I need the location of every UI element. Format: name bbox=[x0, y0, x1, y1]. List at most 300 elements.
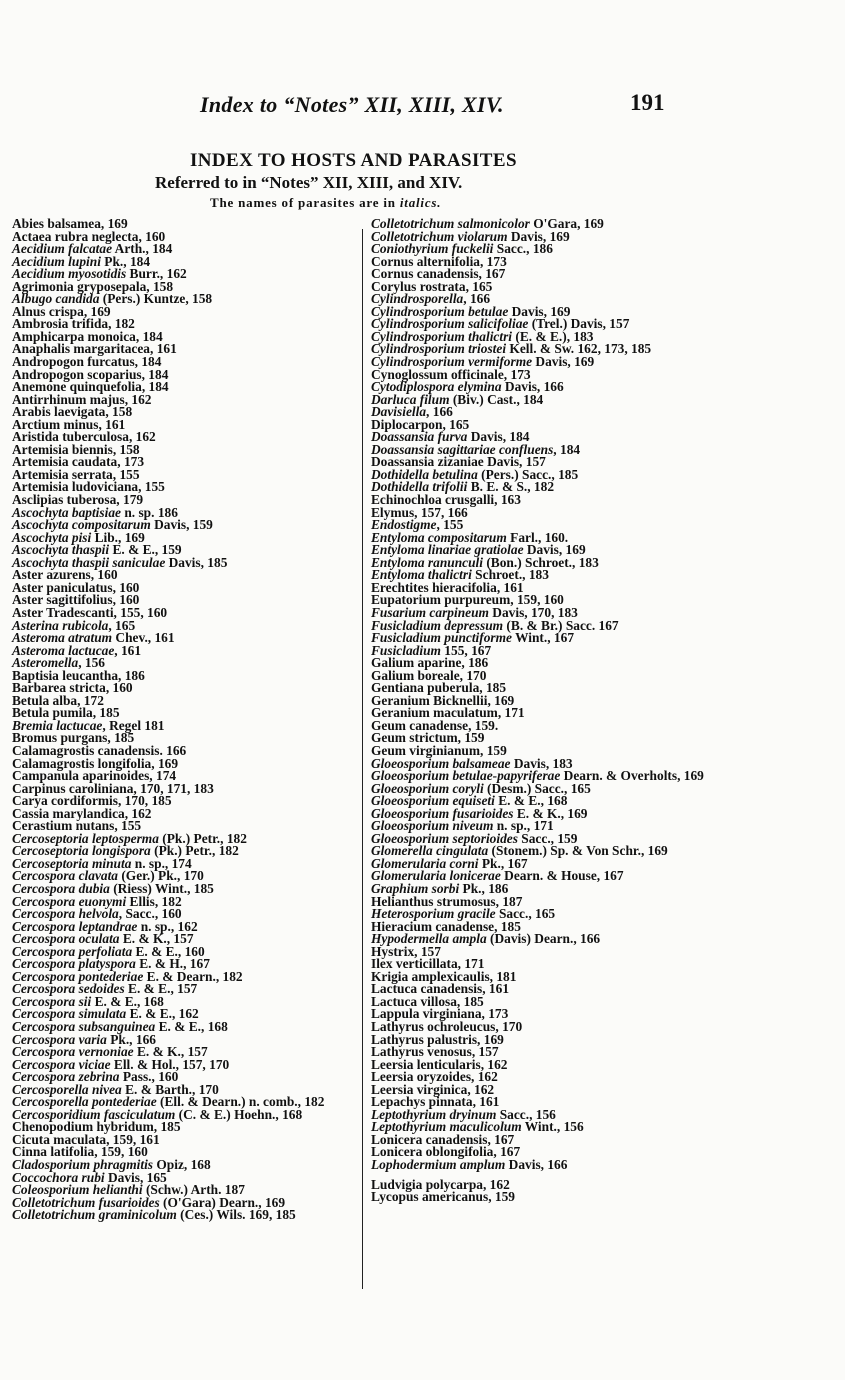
entry-reference: , 159, 161 bbox=[106, 1131, 160, 1147]
parasite-name: Cercoseptoria longispora bbox=[12, 843, 151, 859]
parasite-name: Cylindrosporium betulae bbox=[371, 303, 509, 319]
entry-reference: , 165 bbox=[442, 416, 470, 432]
host-name: Asclipias tuberosa bbox=[12, 492, 117, 508]
parasite-name: Cylindrosporella bbox=[371, 291, 464, 307]
parasite-name: Fusicladium depressum bbox=[371, 617, 504, 633]
parasite-name: Bremia lactucae bbox=[12, 717, 103, 733]
entry-reference: E. & E., 168 bbox=[494, 793, 568, 809]
entry-reference: , 185 bbox=[494, 918, 521, 934]
entry-reference: Davis, 165 bbox=[104, 1169, 167, 1185]
parasite-name: Cercospora leptandrae bbox=[12, 918, 138, 934]
entry-reference: , 184 bbox=[553, 441, 581, 457]
entry-reference: , 185 bbox=[456, 993, 484, 1009]
entry-reference: Davis, 184 bbox=[467, 429, 530, 445]
host-name: Lathyrus ochroleucus bbox=[371, 1019, 496, 1034]
entry-reference: (C. & E.) Hoehn., 168 bbox=[175, 1106, 303, 1122]
parasite-name: Cercospora dubia bbox=[12, 880, 110, 896]
entry-reference: , 159, 160 bbox=[94, 1144, 148, 1160]
host-name: Aster azurens bbox=[12, 567, 91, 583]
entry-reference: , 161 bbox=[472, 1094, 500, 1110]
parasite-name: Leptothyrium dryinum bbox=[371, 1106, 497, 1122]
entry-reference: , 174 bbox=[149, 768, 177, 784]
index-entry bbox=[371, 1191, 715, 1204]
entry-reference: n. sp., 171 bbox=[493, 818, 554, 834]
host-name: Cornus canadensis bbox=[371, 266, 479, 282]
entry-reference: Pass., 160 bbox=[119, 1069, 179, 1085]
entry-reference: Davis, 185 bbox=[165, 554, 228, 570]
host-name: Elymus bbox=[371, 504, 415, 520]
entry-reference: , 179 bbox=[116, 492, 144, 508]
entry-reference: Davis, 169 bbox=[532, 354, 595, 370]
entry-reference: , 159 bbox=[488, 1189, 515, 1205]
index-subtitle: Referred to in “Notes” XII, XIII, and XIV. bbox=[155, 173, 463, 192]
entry-reference: Davis, 169 bbox=[508, 303, 571, 319]
host-name: Andropogon scoparius bbox=[12, 366, 142, 382]
index-note-italic: italics. bbox=[399, 195, 442, 210]
index-note-text: The names of parasites are in bbox=[210, 195, 400, 210]
host-name: Ambrosia trifida bbox=[12, 316, 109, 332]
index-column-left bbox=[12, 218, 355, 1222]
entry-reference: , Sacc., 160 bbox=[118, 906, 182, 922]
host-name: Eupatorium purpureum bbox=[371, 592, 511, 608]
entry-reference: Lib., 169 bbox=[91, 529, 145, 545]
parasite-name: Asteroma atratum bbox=[12, 630, 113, 646]
host-name: Chenopodium hybridum bbox=[12, 1119, 154, 1135]
entry-reference: , 169 bbox=[100, 216, 128, 231]
entry-reference: E. & K., 169 bbox=[513, 805, 588, 821]
entry-reference: Davis, 169 bbox=[507, 228, 570, 244]
entry-reference: , 161 bbox=[114, 642, 142, 658]
parasite-name: Cercospora zebrina bbox=[12, 1069, 120, 1085]
parasite-name: Cercospora sii bbox=[12, 993, 92, 1009]
entry-reference: , 169 bbox=[151, 755, 179, 771]
entry-reference: , 167 bbox=[478, 266, 506, 282]
parasite-name: Gloeosporium fusarioides bbox=[371, 805, 514, 821]
entry-reference: Sacc., 156 bbox=[496, 1106, 556, 1122]
entry-reference: , 186 bbox=[461, 655, 489, 671]
entry-reference: , 155 bbox=[112, 466, 140, 482]
entry-reference: (Pk.) Petr., 182 bbox=[158, 830, 247, 846]
parasite-name: Doassansia furva bbox=[371, 429, 468, 445]
entry-reference: (Biv.) Cast., 184 bbox=[449, 391, 544, 407]
entry-reference: Opiz, 168 bbox=[153, 1157, 211, 1173]
host-name: Ilex verticillata bbox=[371, 956, 458, 972]
entry-reference: , 160 bbox=[90, 567, 118, 583]
entry-reference: (Pers.) Sacc., 185 bbox=[477, 466, 579, 482]
parasite-name: Dothidella trifolii bbox=[371, 479, 468, 495]
parasite-name: Ascochyta pisi bbox=[12, 529, 92, 545]
entry-reference: , 162 bbox=[482, 1176, 510, 1192]
host-name: Artemisia biennis bbox=[12, 441, 113, 457]
entry-reference: B. E. & S., 182 bbox=[467, 479, 555, 495]
entry-reference: E. & K., 157 bbox=[119, 931, 194, 947]
entry-reference: Dearn. & House, 167 bbox=[500, 868, 624, 884]
host-name: Geum virginianum bbox=[371, 742, 480, 758]
host-name: Cicuta maculata bbox=[12, 1131, 107, 1147]
entry-reference: Ellis, 182 bbox=[126, 893, 182, 909]
entry-reference: E. & E., 162 bbox=[126, 1006, 199, 1022]
parasite-name: Ascochyta compositarum bbox=[12, 517, 151, 533]
entry-reference: , 158 bbox=[112, 441, 140, 457]
parasite-name: Cladosporium phragmitis bbox=[12, 1157, 154, 1173]
host-name: Actaea rubra neglecta bbox=[12, 228, 139, 244]
parasite-name: Cercospora pontederiae bbox=[12, 968, 144, 984]
entry-reference: E. & Dearn., 182 bbox=[143, 968, 243, 984]
entry-reference: , 172 bbox=[77, 692, 104, 708]
entry-reference: n. sp., 162 bbox=[137, 918, 198, 934]
parasite-name: Colletotrichum salmonicolor bbox=[371, 216, 530, 231]
entry-reference: , 173 bbox=[481, 1006, 509, 1022]
host-name: Galium boreale bbox=[371, 667, 460, 683]
host-name: Hystrix bbox=[371, 943, 415, 959]
entry-reference: , 166 bbox=[463, 291, 491, 307]
entry-reference: , 184 bbox=[141, 379, 169, 395]
entry-reference: , 162 bbox=[124, 391, 152, 407]
entry-reference: , 156 bbox=[78, 655, 105, 671]
parasite-name: Lophodermium amplum bbox=[371, 1157, 506, 1173]
entry-reference: , 167 bbox=[493, 1144, 521, 1160]
entry-reference: , 161 bbox=[482, 981, 510, 997]
entry-reference: , 155, 160 bbox=[113, 604, 168, 620]
entry-reference: (Ell. & Dearn.) n. comb., 182 bbox=[156, 1094, 325, 1110]
entry-reference: Wint., 167 bbox=[512, 630, 575, 646]
host-name: Lycopus americanus bbox=[371, 1189, 489, 1205]
host-name: Aster sagittifolius bbox=[12, 592, 113, 608]
entry-reference: , 157 bbox=[414, 943, 441, 959]
parasite-name: Cercospora sedoides bbox=[12, 981, 125, 997]
entry-reference: , 181 bbox=[489, 968, 517, 984]
host-name: Echinochloa crusgalli bbox=[371, 492, 495, 508]
parasite-name: Aecidium falcatae bbox=[12, 241, 113, 257]
parasite-name: Cercosporella pontederiae bbox=[12, 1094, 157, 1110]
parasite-name: Colletotrichum violarum bbox=[371, 228, 508, 244]
entry-reference: (Pers.) Kuntze, 158 bbox=[99, 291, 213, 307]
entry-reference: (Bon.) Schroet., 183 bbox=[483, 554, 599, 570]
entry-reference: , 184 bbox=[141, 366, 169, 382]
host-name: Cerastium nutans bbox=[12, 818, 115, 834]
entry-reference: , 173 bbox=[503, 366, 531, 382]
entry-reference: , 161 bbox=[150, 341, 177, 357]
host-name: Agrimonia gryposepala bbox=[12, 278, 147, 294]
host-name: Abies balsamea bbox=[12, 216, 101, 231]
parasite-name: Coccochora rubi bbox=[12, 1169, 105, 1185]
entry-reference: , 155 bbox=[138, 479, 165, 495]
host-name: Cynoglossum officinale bbox=[371, 366, 504, 382]
entry-reference: , 159, 160 bbox=[510, 592, 564, 608]
entry-reference: , 162 bbox=[128, 429, 156, 445]
parasite-name: Asterina rubicola bbox=[12, 617, 109, 633]
entry-reference: Davis, 170, 183 bbox=[488, 604, 578, 620]
index-entry bbox=[12, 1209, 355, 1222]
parasite-name: Glomerularia lonicerae bbox=[371, 868, 501, 884]
host-name: Aster Tradescanti bbox=[12, 604, 114, 620]
host-name: Carya cordiformis bbox=[12, 793, 118, 809]
parasite-name: Cercospora oculata bbox=[12, 931, 120, 947]
parasite-name: Glomerella cingulata bbox=[371, 843, 489, 859]
host-name: Lathyrus palustris bbox=[371, 1031, 478, 1047]
parasite-name: Cylindrosporium salicifoliae bbox=[371, 316, 529, 332]
entry-reference: (O'Gara) Dearn., 169 bbox=[159, 1194, 286, 1210]
host-name: Hieracium canadense bbox=[371, 918, 495, 934]
entry-reference: Dearn. & Overholts, 169 bbox=[560, 768, 704, 784]
host-name: Arctium minus bbox=[12, 416, 99, 432]
entry-reference: E. & E., 157 bbox=[124, 981, 198, 997]
host-name: Andropogon furcatus bbox=[12, 354, 135, 370]
host-name: Amphicarpa monoica bbox=[12, 328, 136, 344]
entry-reference: Davis, 159 bbox=[150, 517, 213, 533]
host-name: Lactuca canadensis bbox=[371, 981, 483, 997]
entry-reference: Wint., 156 bbox=[521, 1119, 584, 1135]
entry-reference: , 170, 171, 183 bbox=[133, 780, 214, 796]
entry-reference: n. sp., 174 bbox=[131, 855, 192, 871]
entry-reference: Pk., 186 bbox=[459, 880, 509, 896]
entry-reference: 155, 167 bbox=[440, 642, 492, 658]
entry-reference: , 173 bbox=[479, 253, 507, 269]
host-name: Helianthus strumosus bbox=[371, 893, 496, 909]
host-name: Leersia oryzoides bbox=[371, 1069, 472, 1085]
host-name: Erechtites hieracifolia bbox=[371, 579, 497, 595]
host-name: Lappula virginiana bbox=[371, 1006, 482, 1022]
host-name: Cornus alternifolia bbox=[371, 253, 480, 269]
parasite-name: Gloeosporium balsameae bbox=[371, 755, 511, 771]
parasite-name: Leptothyrium maculicolum bbox=[371, 1119, 522, 1135]
host-name: Diplocarpon bbox=[371, 416, 443, 432]
entry-reference: , 162 bbox=[124, 805, 152, 821]
entry-reference: (Trel.) Davis, 157 bbox=[528, 316, 630, 332]
entry-reference: , 165 bbox=[108, 617, 136, 633]
entry-reference: , 157 bbox=[471, 1044, 499, 1060]
host-name: Carpinus caroliniana bbox=[12, 780, 134, 796]
parasite-name: Aecidium myosotidis bbox=[12, 266, 127, 282]
column-divider bbox=[362, 229, 363, 1289]
parasite-name: Gloeosporium niveum bbox=[371, 818, 494, 834]
parasite-name: Doassansia sagittariae confluens bbox=[371, 441, 554, 457]
parasite-name: Asteroma lactucae bbox=[12, 642, 115, 658]
parasite-name: Ascochyta thaspii saniculae bbox=[12, 554, 166, 570]
parasite-name: Cercospora simulata bbox=[12, 1006, 127, 1022]
entry-reference: (Schw.) Arth. 187 bbox=[142, 1182, 245, 1198]
host-name: Geum strictum bbox=[371, 730, 458, 746]
entry-reference: Davis, 166 bbox=[501, 379, 564, 395]
entry-reference: , 169 bbox=[83, 303, 111, 319]
entry-reference: E. & E., 159 bbox=[109, 542, 182, 558]
entry-reference: . 166 bbox=[159, 742, 187, 758]
entry-reference: , 159 bbox=[480, 742, 507, 758]
entry-reference: (Ces.) Wils. 169, 185 bbox=[176, 1207, 296, 1223]
running-head bbox=[0, 92, 845, 122]
entry-reference: , 170, 185 bbox=[117, 793, 172, 809]
entry-reference: , 182 bbox=[108, 316, 135, 332]
parasite-name: Cercospora helvola bbox=[12, 906, 119, 922]
entry-reference: , 184 bbox=[134, 354, 162, 370]
entry-reference: , 159. bbox=[468, 717, 499, 733]
parasite-name: Cercospora vernoniae bbox=[12, 1044, 134, 1060]
parasite-name: Entyloma compositarum bbox=[371, 529, 507, 545]
entry-reference: , 170 bbox=[495, 1019, 523, 1034]
entry-reference: , 170 bbox=[459, 667, 487, 683]
host-name: Geranium maculatum bbox=[371, 705, 498, 721]
host-name: Calamagrostis canadensis bbox=[12, 742, 160, 758]
entry-reference: , 155 bbox=[114, 818, 142, 834]
parasite-name: Gloeosporium betulae-papyriferae bbox=[371, 768, 561, 784]
parasite-name: Fusicladium punctiforme bbox=[371, 630, 512, 646]
host-name: Leersia lenticularis bbox=[371, 1056, 481, 1072]
entry-reference: , 155 bbox=[436, 517, 464, 533]
entry-reference: , 169 bbox=[487, 692, 515, 708]
entry-reference: , 160 bbox=[105, 680, 133, 696]
host-name: Antirrhinum majus bbox=[12, 391, 125, 407]
entry-reference: (Ger.) Pk., 170 bbox=[118, 868, 204, 884]
entry-reference: (E. & E.), 183 bbox=[512, 328, 594, 344]
entry-reference: , 166 bbox=[426, 404, 453, 420]
parasite-name: Cylindrosporium triostei bbox=[371, 341, 507, 357]
entry-reference: , 157, 166 bbox=[414, 504, 468, 520]
entry-reference: Davis, 166 bbox=[505, 1157, 568, 1173]
host-name: Artemisia serrata bbox=[12, 466, 113, 482]
host-name: Alnus crispa bbox=[12, 303, 84, 319]
parasite-name: Cercospora varia bbox=[12, 1031, 107, 1047]
entry-reference: , 160 bbox=[112, 579, 140, 595]
entry-reference: , 185 bbox=[153, 1119, 181, 1135]
entry-reference: , 162 bbox=[471, 1069, 498, 1085]
host-name: Gentiana puberula bbox=[371, 680, 480, 696]
parasite-name: Cercospora viciae bbox=[12, 1056, 111, 1072]
parasite-name: Entyloma thalictri bbox=[371, 567, 472, 583]
entry-reference: , 162 bbox=[467, 1081, 495, 1097]
entry-reference: , 185 bbox=[479, 680, 507, 696]
entry-reference: Davis, 169 bbox=[523, 542, 586, 558]
host-name: Lonicera canadensis bbox=[371, 1131, 488, 1147]
host-name: Anemone quinquefolia bbox=[12, 379, 142, 395]
parasite-name: Gloeosporium coryli bbox=[371, 780, 484, 796]
parasite-name: Cylindrosporium vermiforme bbox=[371, 354, 533, 370]
entry-reference: n. sp. 186 bbox=[120, 504, 178, 520]
entry-reference: Sacc., 186 bbox=[493, 241, 553, 257]
host-name: Ludvigia polycarpa bbox=[371, 1176, 483, 1192]
entry-reference: E. & Barth., 170 bbox=[121, 1081, 219, 1097]
index-entry bbox=[371, 1159, 715, 1172]
parasite-name: Ascochyta thaspii bbox=[12, 542, 110, 558]
parasite-name: Entyloma ranunculi bbox=[371, 554, 483, 570]
parasite-name: Coniothyrium fuckelii bbox=[371, 241, 494, 257]
entry-reference: , 171 bbox=[497, 705, 525, 721]
host-name: Lonicera oblongifolia bbox=[371, 1144, 494, 1160]
parasite-name: Cercoseptoria minuta bbox=[12, 855, 132, 871]
entry-reference: Farl., 160. bbox=[506, 529, 569, 545]
host-name: Arabis laevigata bbox=[12, 404, 106, 420]
host-name: Cassia marylandica bbox=[12, 805, 125, 821]
entry-reference: , 185 bbox=[92, 705, 120, 721]
parasite-name: Gloeosporium septorioides bbox=[371, 830, 518, 846]
entry-reference: E. & K., 157 bbox=[133, 1044, 208, 1060]
host-name: Campanula aparinoides bbox=[12, 768, 150, 784]
parasite-name: Cercosporella nivea bbox=[12, 1081, 122, 1097]
entry-reference: , 161 bbox=[98, 416, 126, 432]
host-name: Betula pumila bbox=[12, 705, 93, 721]
entry-reference: , 186 bbox=[118, 667, 145, 683]
entry-reference: E. & E., 168 bbox=[91, 993, 164, 1009]
parasite-name: Cercospora euonymi bbox=[12, 893, 127, 909]
host-name: Artemisia caudata bbox=[12, 454, 118, 470]
entry-reference: O'Gara, 169 bbox=[529, 216, 604, 231]
entry-reference: , 167 bbox=[487, 1131, 515, 1147]
parasite-name: Gloeosporium equiseti bbox=[371, 793, 495, 809]
host-name: Lactuca villosa bbox=[371, 993, 457, 1009]
parasite-name: Cercoseptoria leptosperma bbox=[12, 830, 159, 846]
parasite-name: Cytodiplospora elymina bbox=[371, 379, 502, 395]
entry-reference: (B. & Br.) Sacc. 167 bbox=[503, 617, 619, 633]
entry-reference: Ell. & Hol., 157, 170 bbox=[110, 1056, 230, 1072]
entry-reference: Pk., 184 bbox=[100, 253, 151, 269]
parasite-name: Graphium sorbi bbox=[371, 880, 460, 896]
parasite-name: Fusarium carpineum bbox=[371, 604, 489, 620]
parasite-name: Colletotrichum graminicolum bbox=[12, 1207, 177, 1223]
entry-reference: Sacc., 165 bbox=[495, 906, 556, 922]
parasite-name: Aecidium lupini bbox=[12, 253, 101, 269]
entry-reference: , 171 bbox=[457, 956, 485, 972]
entry-reference: Davis, 157 bbox=[483, 454, 546, 470]
entry-reference: Arth., 184 bbox=[112, 241, 173, 257]
entry-reference: Davis, 183 bbox=[510, 755, 573, 771]
entry-reference: E. & H., 167 bbox=[135, 956, 210, 972]
host-name: Cinna latifolia bbox=[12, 1144, 95, 1160]
index-note bbox=[210, 195, 441, 211]
entry-reference: , 187 bbox=[495, 893, 523, 909]
parasite-name: Glomerularia corni bbox=[371, 855, 479, 871]
entry-reference: , 169 bbox=[477, 1031, 504, 1047]
host-name: Geum canadense bbox=[371, 717, 469, 733]
parasite-name: Colletotrichum fusarioides bbox=[12, 1194, 160, 1210]
entry-reference: , 165 bbox=[465, 278, 493, 294]
entry-reference: Burr., 162 bbox=[126, 266, 187, 282]
entry-reference: , 160 bbox=[112, 592, 140, 608]
host-name: Barbarea stricta bbox=[12, 680, 106, 696]
parasite-name: Dothidella betulina bbox=[371, 466, 478, 482]
entry-reference: E. & E., 168 bbox=[155, 1019, 228, 1034]
entry-reference: , 158 bbox=[105, 404, 133, 420]
entry-reference: , 185 bbox=[107, 730, 135, 746]
entry-reference: Kell. & Sw. 162, 173, 185 bbox=[506, 341, 652, 357]
parasite-name: Albugo candida bbox=[12, 291, 100, 307]
parasite-name: Davisiella bbox=[371, 404, 427, 420]
page-number: 191 bbox=[630, 90, 665, 115]
entry-reference: , 163 bbox=[494, 492, 521, 508]
parasite-name: Cercosporidium fasciculatum bbox=[12, 1106, 176, 1122]
host-name: Baptisia leucantha bbox=[12, 667, 119, 683]
running-head-title: Index to “Notes” XII, XIII, XIV. bbox=[200, 92, 504, 117]
entry-reference: Pk., 166 bbox=[106, 1031, 156, 1047]
index-title: INDEX TO HOSTS AND PARASITES bbox=[190, 150, 517, 171]
entry-reference: , 160 bbox=[138, 228, 166, 244]
entry-reference: E. & E., 160 bbox=[132, 943, 205, 959]
parasite-name: Asteromella bbox=[12, 655, 79, 671]
entry-reference: Chev., 161 bbox=[112, 630, 175, 646]
entry-reference: , 162 bbox=[480, 1056, 508, 1072]
host-name: Geranium Bicknellii bbox=[371, 692, 488, 708]
host-name: Lepachys pinnata bbox=[371, 1094, 473, 1110]
entry-reference: , 184 bbox=[135, 328, 163, 344]
host-name: Aristida tuberculosa bbox=[12, 429, 129, 445]
host-name: Betula alba bbox=[12, 692, 78, 708]
host-name: Calamagrostis longifolia bbox=[12, 755, 152, 771]
entry-reference: (Davis) Dearn., 166 bbox=[486, 931, 601, 947]
entry-reference: , 158 bbox=[146, 278, 174, 294]
host-name: Leersia virginica bbox=[371, 1081, 468, 1097]
entry-reference: , 173 bbox=[117, 454, 145, 470]
parasite-name: Cercospora platyspora bbox=[12, 956, 136, 972]
host-name: Krigia amplexicaulis bbox=[371, 968, 490, 984]
entry-reference: Schroet., 183 bbox=[471, 567, 549, 583]
